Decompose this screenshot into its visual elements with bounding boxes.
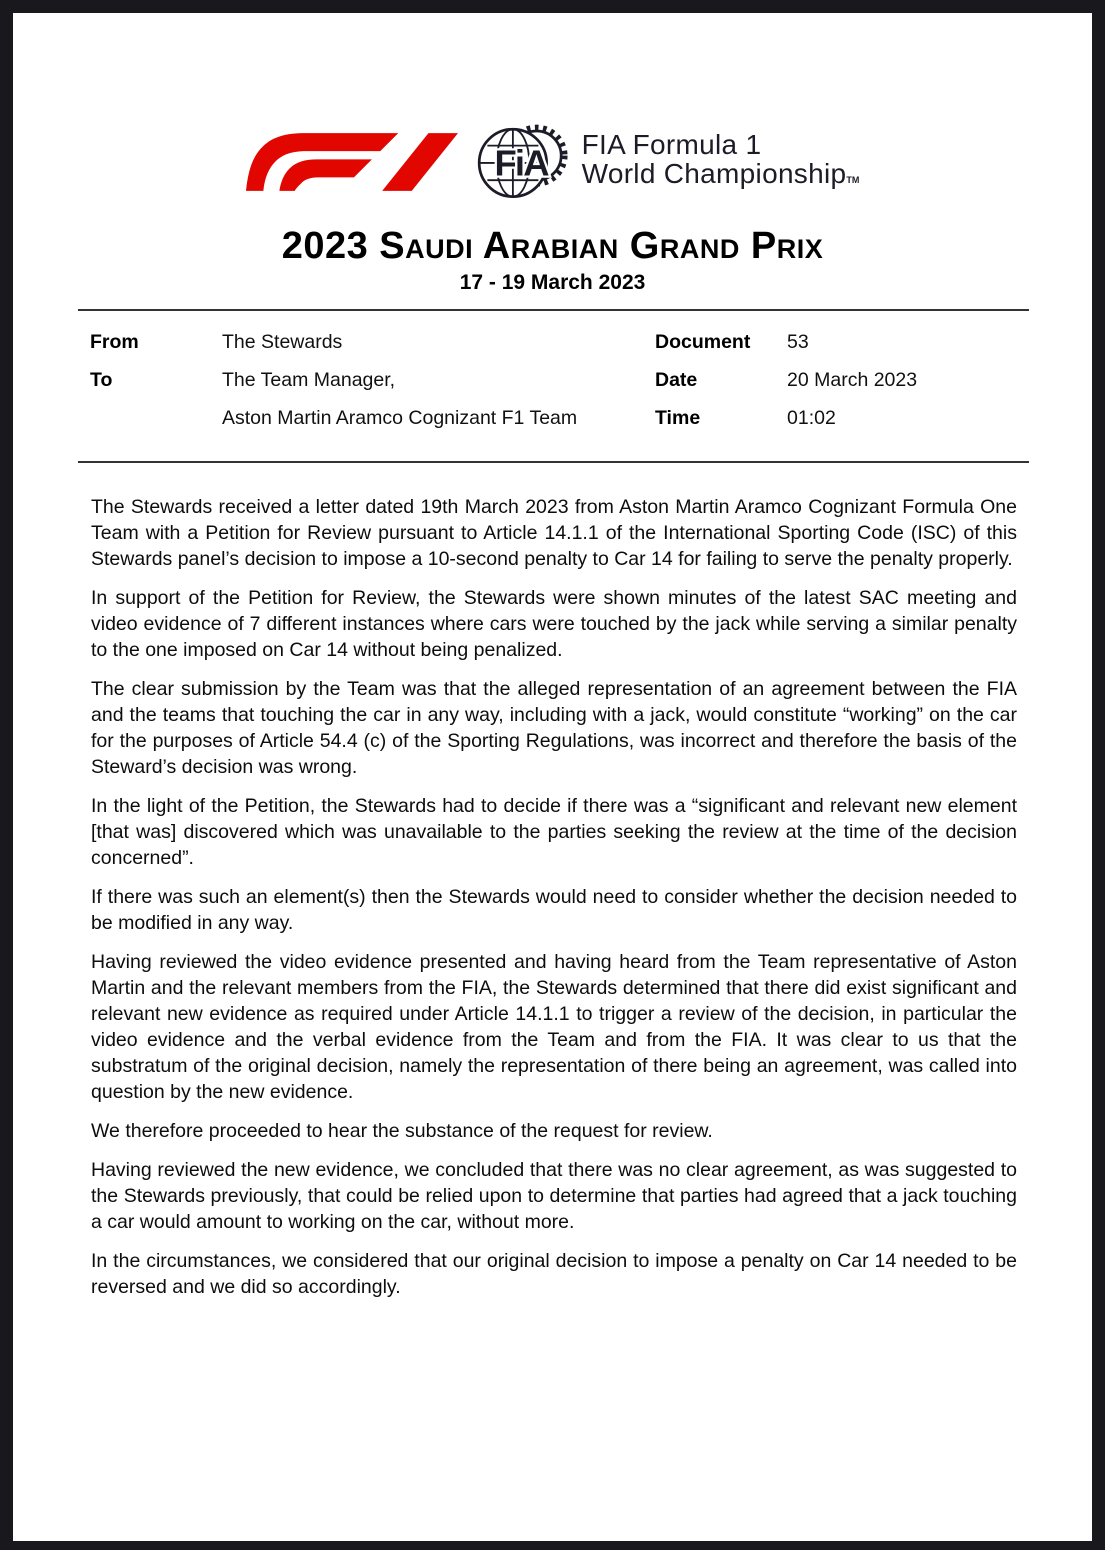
document-body: [91, 494, 1017, 1300]
f1-logo-icon: [246, 132, 458, 192]
wordmark-line1: FIA Formula 1: [581, 128, 762, 160]
paragraph: If there was such an element(s) then the Stewards would need to consider whether the decision needed to be modified in any way.: [91, 886, 1017, 934]
paragraph: We therefore proceeded to hear the substance of the request for review.: [91, 1120, 713, 1142]
time-value: 01:02: [787, 407, 836, 429]
page-title: 2023 Saudi Arabian Grand Prix: [281, 225, 824, 267]
paragraph: In the light of the Petition, the Stewards had to decide if there was a “significant and relevant new element [that was] discovered which was unavailable to the parties seeking the review at the time of the decision concerned”.: [91, 795, 1017, 869]
to-value-line1: The Team Manager,: [222, 369, 396, 391]
fia-monogram: FiA: [494, 142, 548, 184]
to-label: To: [90, 369, 113, 391]
time-label: Time: [655, 407, 701, 429]
paragraph: The Stewards received a letter dated 19th March 2023 from Aston Martin Aramco Cognizant Formula One Team with a Petition for Review pursuant to Article 14.1.1 of the International Sporting Code (ISC) of this Stewards panel’s decision to impose a 10-second penalty to Car 14 for failing to serve the penalty properly.: [91, 496, 1017, 570]
trademark-symbol: TM: [846, 174, 860, 185]
to-value-line2: Aston Martin Aramco Cognizant F1 Team: [222, 407, 578, 429]
paragraph: In support of the Petition for Review, the Stewards were shown minutes of the latest SAC meeting and video evidence of 7 different instances where cars were touched by the jack while serving a similar penalty to the one imposed on Car 14 without being penalized.: [91, 587, 1017, 661]
from-label: From: [90, 331, 139, 353]
paragraph: In the circumstances, we considered that our original decision to impose a penalty on Car 14 needed to be reversed and we did so accordingly.: [91, 1250, 1017, 1298]
date-value: 20 March 2023: [787, 369, 918, 391]
from-value: The Stewards: [222, 331, 343, 353]
paragraph: Having reviewed the new evidence, we concluded that there was no clear agreement, as was suggested to the Stewards previously, that could be relied upon to determine that parties had agreed that a jack touching a car would amount to working on the car, without more.: [91, 1159, 1017, 1233]
logo-row: [13, 121, 1092, 203]
date-label: Date: [655, 369, 698, 391]
document-value: 53: [787, 331, 809, 353]
fia-wordmark: [582, 130, 860, 195]
document-label: Document: [655, 331, 751, 353]
wordmark-line2: World ChampionshipTM: [581, 157, 860, 189]
paragraph: The clear submission by the Team was that the alleged representation of an agreement between the FIA and the teams that touching the car in any way, including with a jack, would constitute “working” on the car for the purposes of Article 54.4 (c) of the Sporting Regulations, was incorrect and therefore the basis of the Steward’s decision was wrong.: [91, 678, 1017, 778]
empty-cell: [90, 406, 222, 431]
event-dates: 17 - 19 March 2023: [459, 271, 646, 294]
fia-globe-icon: [472, 121, 572, 203]
meta-table: [78, 309, 1029, 463]
paragraph: Having reviewed the video evidence presented and having heard from the Team representative of Aston Martin and the relevant members from the FIA, the Stewards determined that there did exist significant and relevant new evidence as required under Article 14.1.1 to trigger a review of the decision, in particular the video evidence and the verbal evidence from the Team and from the FIA. It was clear to us that the substratum of the original decision, namely the representation of there being an agreement, was called into question by the new evidence.: [91, 951, 1017, 1103]
document-page: [13, 13, 1092, 1541]
